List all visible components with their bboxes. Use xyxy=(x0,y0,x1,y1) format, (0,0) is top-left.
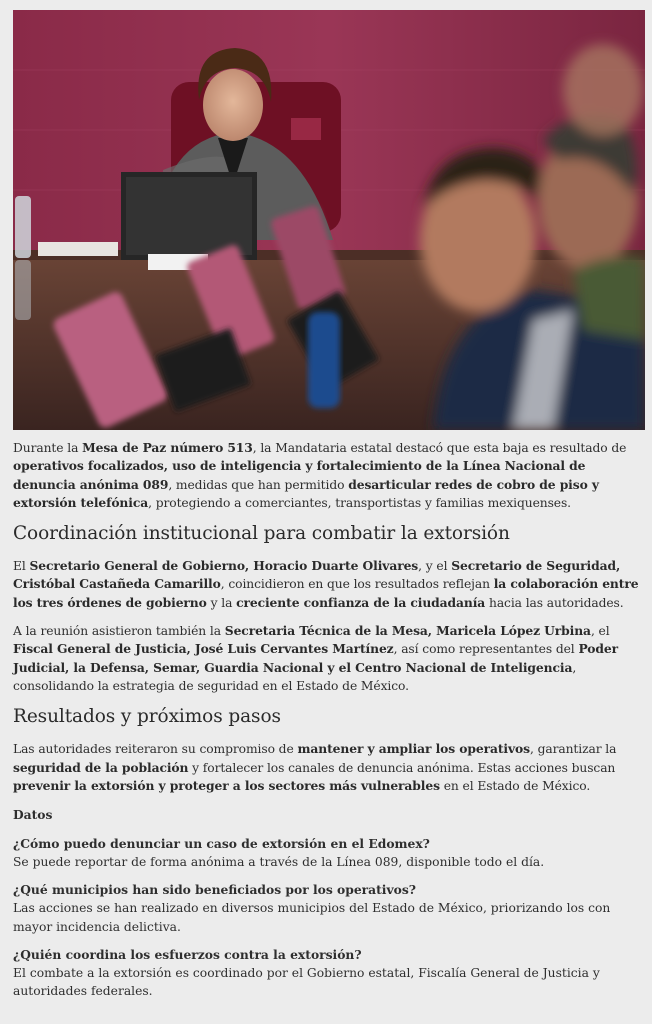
bold-run: Secretaria Técnica de la Mesa, Maricela López Urbina xyxy=(224,623,591,639)
faq-answer: Las acciones se han realizado en diversos municipios del Estado de México, priorizando los con mayor incidencia delictiva. xyxy=(13,901,611,934)
faq-question: ¿Cómo puedo denunciar un caso de extorsión en el Edomex? xyxy=(13,836,430,852)
bold-run: Secretario de Seguridad, Cristóbal Castañeda Camarillo xyxy=(13,558,621,592)
faq-item xyxy=(13,946,639,1001)
text-run: hacia las autoridades. xyxy=(485,595,624,610)
bold-run: mantener y ampliar los operativos xyxy=(297,741,530,757)
text-run: en el Estado de México. xyxy=(439,778,591,793)
faq-question: ¿Qué municipios han sido beneficiados por los operativos? xyxy=(13,882,416,898)
section-heading-coordinacion: Coordinación institucional para combatir la extorsión xyxy=(13,523,510,545)
bold-run: prevenir la extorsión y proteger a los sectores más vulnerables xyxy=(13,777,440,793)
bold-run: Mesa de Paz número 513 xyxy=(82,440,253,455)
faq-question: ¿Quién coordina los esfuerzos contra la extorsión? xyxy=(13,947,362,963)
text-run: Durante la xyxy=(13,441,83,455)
datos-title: Datos xyxy=(13,807,53,823)
bold-run: Poder Judicial, la Defensa, Semar, Guardia Nacional y el Centro Nacional de Inteligencia xyxy=(13,641,618,675)
faq-answer: El combate a la extorsión es coordinado por el Gobierno estatal, Fiscalía General de Justicia y autoridades federales. xyxy=(13,966,600,999)
text-run: El xyxy=(13,559,30,574)
text-run: , y el xyxy=(418,559,452,574)
text-run: Las autoridades reiteraron su compromiso de xyxy=(13,742,298,757)
text-run: A la reunión asistieron también la xyxy=(13,624,225,639)
text-run: , el xyxy=(590,624,610,639)
section1-paragraph-1 xyxy=(13,557,639,612)
faq-item xyxy=(13,881,639,936)
bold-run: desarticular redes de cobro de piso y extorsión telefónica xyxy=(13,476,599,510)
bold-run: seguridad de la población xyxy=(13,759,189,775)
text-run: , protegiendo a comerciantes, transportistas y familias mexiquenses. xyxy=(148,495,571,510)
text-run: , garantizar la xyxy=(529,742,617,757)
faq-item xyxy=(13,835,639,871)
text-run: y la xyxy=(206,595,237,610)
text-run: , medidas que han permitido xyxy=(168,477,349,492)
intro-paragraph xyxy=(13,439,639,512)
faq-answer: Se puede reportar de forma anónima a través de la Línea 089, disponible todo el día. xyxy=(13,855,545,870)
text-run: , la Mandataria estatal destacó que esta baja es resultado de xyxy=(252,441,627,455)
meeting-photo-illustration xyxy=(13,10,645,430)
bold-run: Fiscal General de Justicia, José Luis Cervantes Martínez xyxy=(13,641,394,657)
text-run: , coincidieron en que los resultados reflejan xyxy=(220,577,494,592)
bold-run: operativos focalizados, uso de inteligencia y fortalecimiento de la Línea Nacional de denuncia anónima 089 xyxy=(13,458,586,492)
article-photo xyxy=(13,10,645,430)
section-heading-resultados: Resultados y próximos pasos xyxy=(13,706,281,728)
text-run: , consolidando la estrategia de seguridad en el Estado de México. xyxy=(13,660,577,693)
bold-run: Secretario General de Gobierno, Horacio Duarte Olivares xyxy=(29,558,419,574)
section1-paragraph-2 xyxy=(13,622,639,695)
text-run: , así como representantes del xyxy=(393,642,579,657)
section2-paragraph-1 xyxy=(13,740,639,795)
bold-run: la colaboración entre los tres órdenes de gobierno xyxy=(13,576,639,610)
text-run: y fortalecer los canales de denuncia anónima. Estas acciones buscan xyxy=(188,760,616,775)
bold-run: creciente confianza de la ciudadanía xyxy=(236,594,486,610)
